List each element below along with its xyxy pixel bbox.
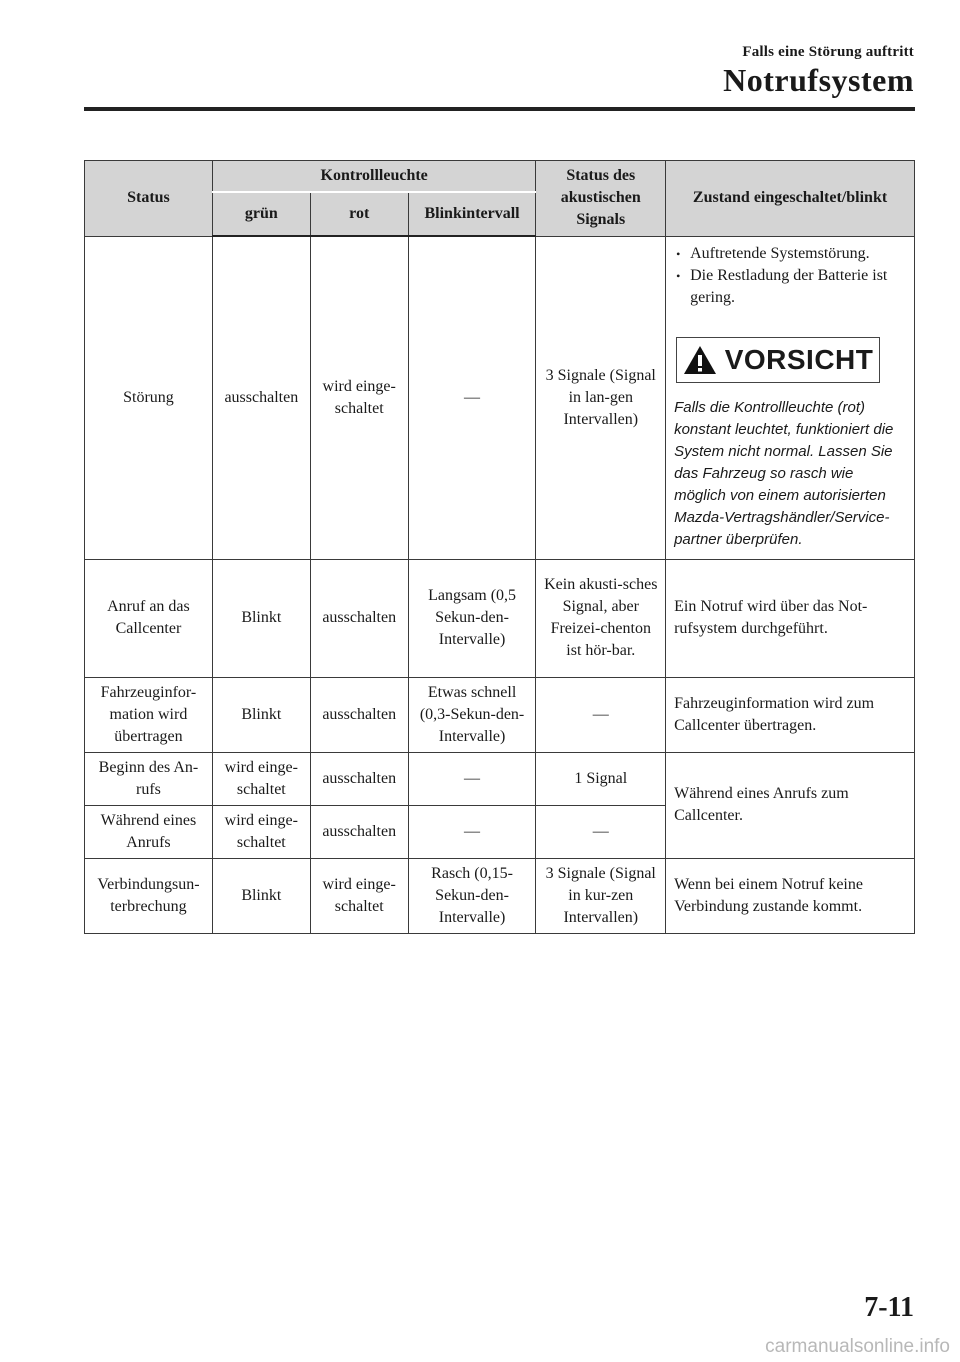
cell-green: Blinkt — [212, 559, 310, 677]
page-number: 7-11 — [864, 1292, 914, 1323]
cell-blink: — — [408, 236, 536, 559]
cell-acoustic: — — [536, 677, 666, 752]
fault-list — [674, 243, 908, 309]
cell-status: Während eines Anrufs — [85, 805, 213, 858]
cell-red: wird einge-schaltet — [310, 858, 408, 933]
cell-blink: Rasch (0,15-Sekun-den-Intervalle) — [408, 858, 536, 933]
cell-state: Während eines Anrufs zum Callcenter. — [666, 752, 915, 858]
cell-red: wird einge-schaltet — [310, 236, 408, 559]
cell-state: Ein Notruf wird über das Not-rufsystem durchgeführt. — [666, 559, 915, 677]
header-blink: Blinkintervall — [408, 192, 536, 236]
cell-red: ausschalten — [310, 805, 408, 858]
cell-state: Wenn bei einem Notruf keine Verbindung zustande kommt. — [666, 858, 915, 933]
warning-icon — [683, 345, 717, 375]
caution-text: Falls die Kontrollleuchte (rot) konstant leuchtet, funktioniert die System nicht normal. Lassen Sie das Fahrzeug so rasch wie möglich von einem autorisierten Mazda-Vertragshändler/Service-partner überprüfen. — [674, 398, 894, 548]
cell-blink: Langsam (0,5 Sekun-den-Intervalle) — [408, 559, 536, 677]
cell-status: Störung — [85, 236, 213, 559]
cell-status: Anruf an das Callcenter — [85, 559, 213, 677]
cell-acoustic: 3 Signale (Signal in kur-zen Intervallen) — [536, 858, 666, 933]
cell-status: Fahrzeuginfor-mation wird übertragen — [85, 677, 213, 752]
cell-green: Blinkt — [212, 858, 310, 933]
page-title: Notrufsystem — [723, 62, 914, 98]
header-indicator: Kontrollleuchte — [212, 161, 536, 193]
header-divider — [84, 107, 915, 111]
caution-label: VORSICHT — [724, 343, 874, 375]
header-acoustic: Status des akustischen Signals — [536, 161, 666, 237]
header-red: rot — [310, 192, 408, 236]
cell-green: wird einge-schaltet — [212, 805, 310, 858]
table-row — [85, 752, 915, 805]
cell-blink: Etwas schnell (0,3-Sekun-den-Intervalle) — [408, 677, 536, 752]
cell-green: ausschalten — [212, 236, 310, 559]
caution-box — [676, 337, 880, 383]
cell-red: ausschalten — [310, 559, 408, 677]
table-row — [85, 559, 915, 677]
cell-status: Beginn des An-rufs — [85, 752, 213, 805]
list-item: • Die Restladung der Batterie ist gering. — [674, 265, 908, 309]
cell-blink: — — [408, 752, 536, 805]
cell-green: Blinkt — [212, 677, 310, 752]
watermark[interactable]: carmanualsonline.info — [765, 1336, 950, 1357]
table-row — [85, 236, 915, 559]
cell-red: ausschalten — [310, 752, 408, 805]
list-item: • Auftretende Systemstörung. — [674, 243, 908, 265]
cell-red: ausschalten — [310, 677, 408, 752]
cell-acoustic: 3 Signale (Signal in lan-gen Intervallen) — [536, 236, 666, 559]
cell-green: wird einge-schaltet — [212, 752, 310, 805]
header-green: grün — [212, 192, 310, 236]
table-row — [85, 677, 915, 752]
cell-state: Fahrzeuginformation wird zum Callcenter übertragen. — [666, 677, 915, 752]
cell-state — [666, 236, 915, 559]
cell-acoustic: Kein akusti-sches Signal, aber Freizei-chenton ist hör-bar. — [536, 559, 666, 677]
cell-acoustic: 1 Signal — [536, 752, 666, 805]
table-row — [85, 858, 915, 933]
cell-status: Verbindungsun-terbrechung — [85, 858, 213, 933]
header-state: Zustand eingeschaltet/blinkt — [666, 161, 915, 237]
section-title: Falls eine Störung auftritt — [742, 44, 914, 60]
cell-blink: — — [408, 805, 536, 858]
status-table — [84, 160, 915, 934]
header-status: Status — [85, 161, 213, 237]
cell-acoustic: — — [536, 805, 666, 858]
